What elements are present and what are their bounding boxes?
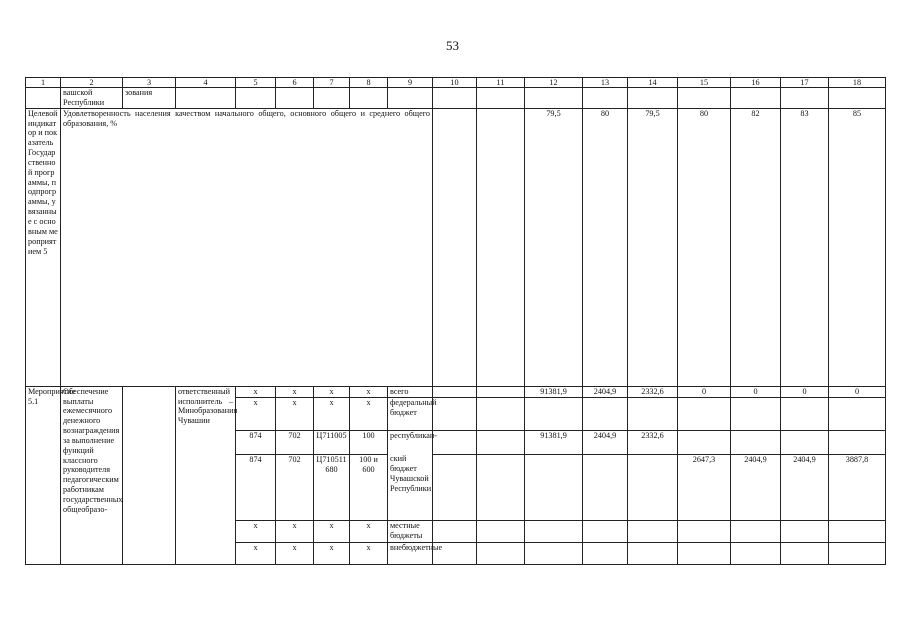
indicator-value: 80 [678, 108, 731, 386]
table-cell: x [236, 397, 276, 430]
funding-source: местные бюджеты [388, 520, 433, 542]
col-header: 4 [176, 78, 236, 88]
table-cell [433, 430, 477, 454]
indicator-value: 85 [829, 108, 886, 386]
col-header: 11 [477, 78, 525, 88]
page-number: 53 [446, 38, 459, 53]
table-cell: 100 [350, 430, 388, 454]
col-header: 12 [525, 78, 583, 88]
col-header: 1 [26, 78, 61, 88]
indicator-row [26, 108, 886, 386]
table-cell [433, 386, 477, 397]
funding-value [678, 520, 731, 542]
table-cell: x [276, 386, 314, 397]
funding-value: 2332,6 [628, 386, 678, 397]
table-cell: Ц711005 [314, 430, 350, 454]
indicator-value: 79,5 [525, 108, 583, 386]
funding-value [525, 542, 583, 564]
funding-value: 0 [829, 386, 886, 397]
col-header: 9 [388, 78, 433, 88]
funding-value: 0 [731, 386, 781, 397]
table-cell: x [236, 520, 276, 542]
table-cell [477, 542, 525, 564]
col-header: 10 [433, 78, 477, 88]
table-cell [678, 88, 731, 109]
funding-value [781, 542, 829, 564]
table-cell [314, 88, 350, 109]
funding-value: 2332,6 [628, 430, 678, 454]
funding-value [525, 454, 583, 520]
table-cell: зования [123, 88, 176, 109]
indicator-value: 79,5 [628, 108, 678, 386]
table-cell [477, 108, 525, 386]
funding-source: ский бюджет Чувашской Республики [388, 454, 433, 520]
table-cell: 100 и 600 [350, 454, 388, 520]
table-cell [477, 386, 525, 397]
table-cell: x [276, 542, 314, 564]
funding-row [26, 386, 886, 397]
funding-value [781, 520, 829, 542]
measure-executor: ответственный исполнитель – Минобразования Чувашии [176, 386, 236, 564]
table-cell: x [314, 397, 350, 430]
funding-value [628, 397, 678, 430]
funding-value: 2404,9 [731, 454, 781, 520]
table-cell [477, 430, 525, 454]
table-cell [731, 88, 781, 109]
continuation-row [26, 88, 886, 109]
indicator-text: Удовлетворенность населения качеством начального общего, основного общего и среднего общего образования, % [61, 108, 433, 386]
table-cell [477, 454, 525, 520]
col-header: 13 [583, 78, 628, 88]
table-cell [433, 454, 477, 520]
table-cell [176, 88, 236, 109]
funding-value: 91381,9 [525, 430, 583, 454]
funding-value [731, 542, 781, 564]
table-cell [26, 88, 61, 109]
funding-value: 3887,8 [829, 454, 886, 520]
table-cell [276, 88, 314, 109]
col-header: 17 [781, 78, 829, 88]
table-cell: вашской Республики [61, 88, 123, 109]
funding-value [628, 454, 678, 520]
table-cell: 702 [276, 454, 314, 520]
funding-value [583, 454, 628, 520]
funding-value: 2404,9 [583, 386, 628, 397]
table-cell: 874 [236, 430, 276, 454]
table-cell [628, 88, 678, 109]
table-cell [829, 88, 886, 109]
funding-value [525, 397, 583, 430]
funding-value: 91381,9 [525, 386, 583, 397]
measure-label: Мероприятие 5.1 [26, 386, 61, 564]
table-cell [525, 88, 583, 109]
program-table [25, 77, 886, 565]
funding-source: всего [388, 386, 433, 397]
table-cell [433, 108, 477, 386]
indicator-label: Целевой индикатор и показатель Государственной программы, подпрограммы, увязанные с основным мероприятием 5 [26, 108, 61, 386]
funding-source: федеральный бюджет [388, 397, 433, 430]
funding-value: 2404,9 [583, 430, 628, 454]
table-cell [433, 520, 477, 542]
col-header: 5 [236, 78, 276, 88]
funding-value [731, 520, 781, 542]
table-cell: x [314, 542, 350, 564]
table-cell: x [276, 520, 314, 542]
table-cell: x [314, 520, 350, 542]
table-cell [477, 88, 525, 109]
table-cell [123, 386, 176, 564]
table-cell: 702 [276, 430, 314, 454]
funding-value [628, 542, 678, 564]
table-cell [477, 397, 525, 430]
funding-value: 2404,9 [781, 454, 829, 520]
col-header: 14 [628, 78, 678, 88]
col-header: 16 [731, 78, 781, 88]
indicator-value: 82 [731, 108, 781, 386]
funding-value [781, 430, 829, 454]
funding-value [781, 397, 829, 430]
col-header: 6 [276, 78, 314, 88]
table-cell [477, 520, 525, 542]
funding-value [525, 520, 583, 542]
column-number-row [26, 78, 886, 88]
funding-value [829, 397, 886, 430]
col-header: 8 [350, 78, 388, 88]
funding-source: внебюджетные [388, 542, 433, 564]
funding-value [583, 520, 628, 542]
funding-value [678, 397, 731, 430]
funding-value [678, 430, 731, 454]
table-cell [433, 397, 477, 430]
col-header: 15 [678, 78, 731, 88]
table-cell: 874 [236, 454, 276, 520]
funding-value [829, 520, 886, 542]
table-cell [583, 88, 628, 109]
table-cell [350, 88, 388, 109]
table-cell [433, 88, 477, 109]
funding-value: 0 [678, 386, 731, 397]
funding-value: 2647,3 [678, 454, 731, 520]
indicator-value: 80 [583, 108, 628, 386]
table-cell [388, 88, 433, 109]
col-header: 3 [123, 78, 176, 88]
funding-value [678, 542, 731, 564]
funding-value [731, 430, 781, 454]
table-cell [236, 88, 276, 109]
table-cell: x [276, 397, 314, 430]
col-header: 18 [829, 78, 886, 88]
funding-value [829, 430, 886, 454]
table-cell: x [236, 542, 276, 564]
table-cell: x [350, 386, 388, 397]
table-cell [781, 88, 829, 109]
table-cell: x [350, 397, 388, 430]
funding-value [829, 542, 886, 564]
funding-value [583, 397, 628, 430]
indicator-value: 83 [781, 108, 829, 386]
table-cell: x [236, 386, 276, 397]
table-cell: Ц710511680 [314, 454, 350, 520]
table-cell: x [314, 386, 350, 397]
funding-source: республикан- [388, 430, 433, 454]
funding-value [628, 520, 678, 542]
table-cell: x [350, 520, 388, 542]
funding-value [731, 397, 781, 430]
funding-value: 0 [781, 386, 829, 397]
table-cell: x [350, 542, 388, 564]
funding-value [583, 542, 628, 564]
col-header: 2 [61, 78, 123, 88]
measure-name: Обеспечение выплаты ежемесячного денежного вознаграждения за выполнение функций классного руководителя педагогическим работникам государственных общеобразо- [61, 386, 123, 564]
col-header: 7 [314, 78, 350, 88]
